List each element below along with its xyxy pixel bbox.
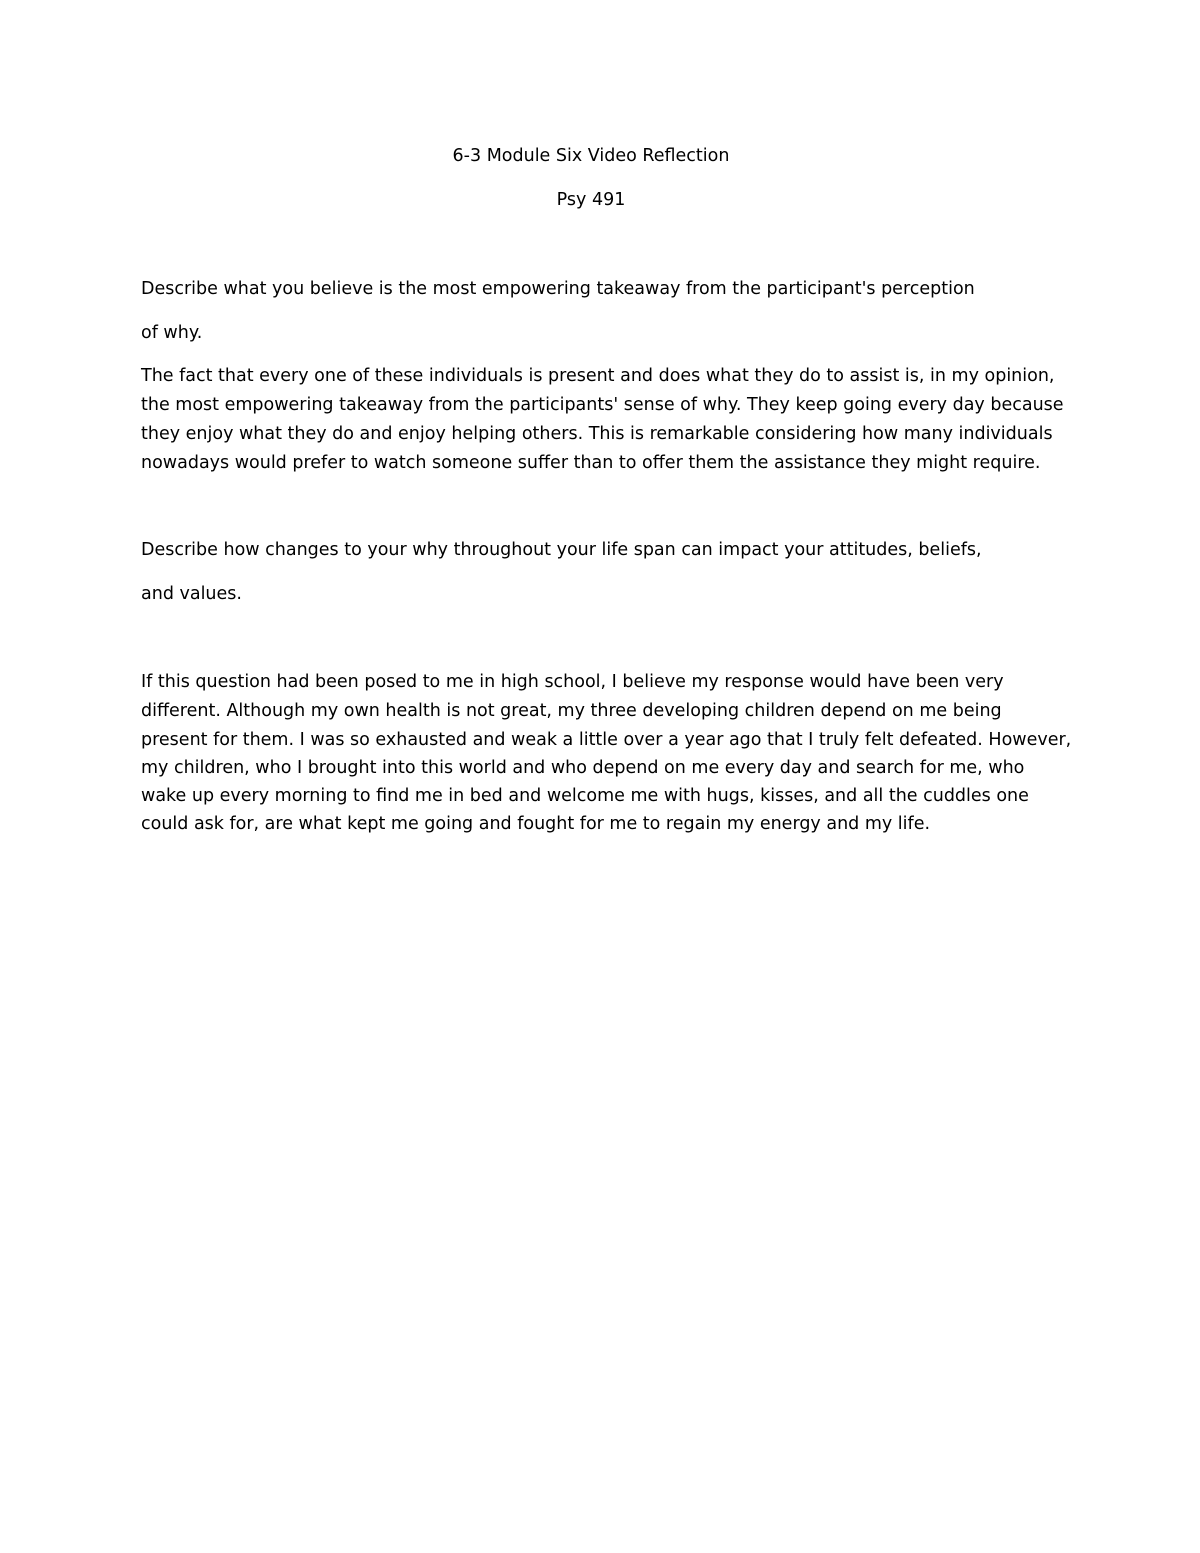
answer-2-line-1: If this question had been posed to me in high school, I believe my response would have been very — [141, 672, 1004, 692]
answer-2-line-4: my children, who I brought into this world and who depend on me every day and search for me, who — [141, 758, 1025, 778]
course-label: Psy 491 — [556, 190, 626, 210]
answer-1-line-3: they enjoy what they do and enjoy helping others. This is remarkable considering how many individuals — [141, 424, 1053, 444]
answer-2-line-6: could ask for, are what kept me going and fought for me to regain my energy and my life. — [141, 814, 931, 834]
answer-1-line-2: the most empowering takeaway from the participants' sense of why. They keep going every day because — [141, 395, 1064, 415]
answer-1-line-1: The fact that every one of these individuals is present and does what they do to assist is, in my opinion, — [141, 366, 1055, 386]
answer-2-line-5: wake up every morning to find me in bed and welcome me with hugs, kisses, and all the cuddles one — [141, 786, 1029, 806]
question-2-prompt-line-2: and values. — [141, 584, 242, 604]
question-1-prompt-line-1: Describe what you believe is the most empowering takeaway from the participant's perception — [141, 279, 975, 299]
answer-2-line-2: different. Although my own health is not great, my three developing children depend on me being — [141, 701, 1002, 721]
question-2-prompt-line-1: Describe how changes to your why throughout your life span can impact your attitudes, beliefs, — [141, 540, 982, 560]
answer-1-line-4: nowadays would prefer to watch someone suffer than to offer them the assistance they might require. — [141, 453, 1041, 473]
question-1-prompt-line-2: of why. — [141, 323, 203, 343]
answer-2-line-3: present for them. I was so exhausted and weak a little over a year ago that I truly felt defeated. However, — [141, 730, 1072, 750]
document-title: 6-3 Module Six Video Reflection — [452, 146, 730, 166]
